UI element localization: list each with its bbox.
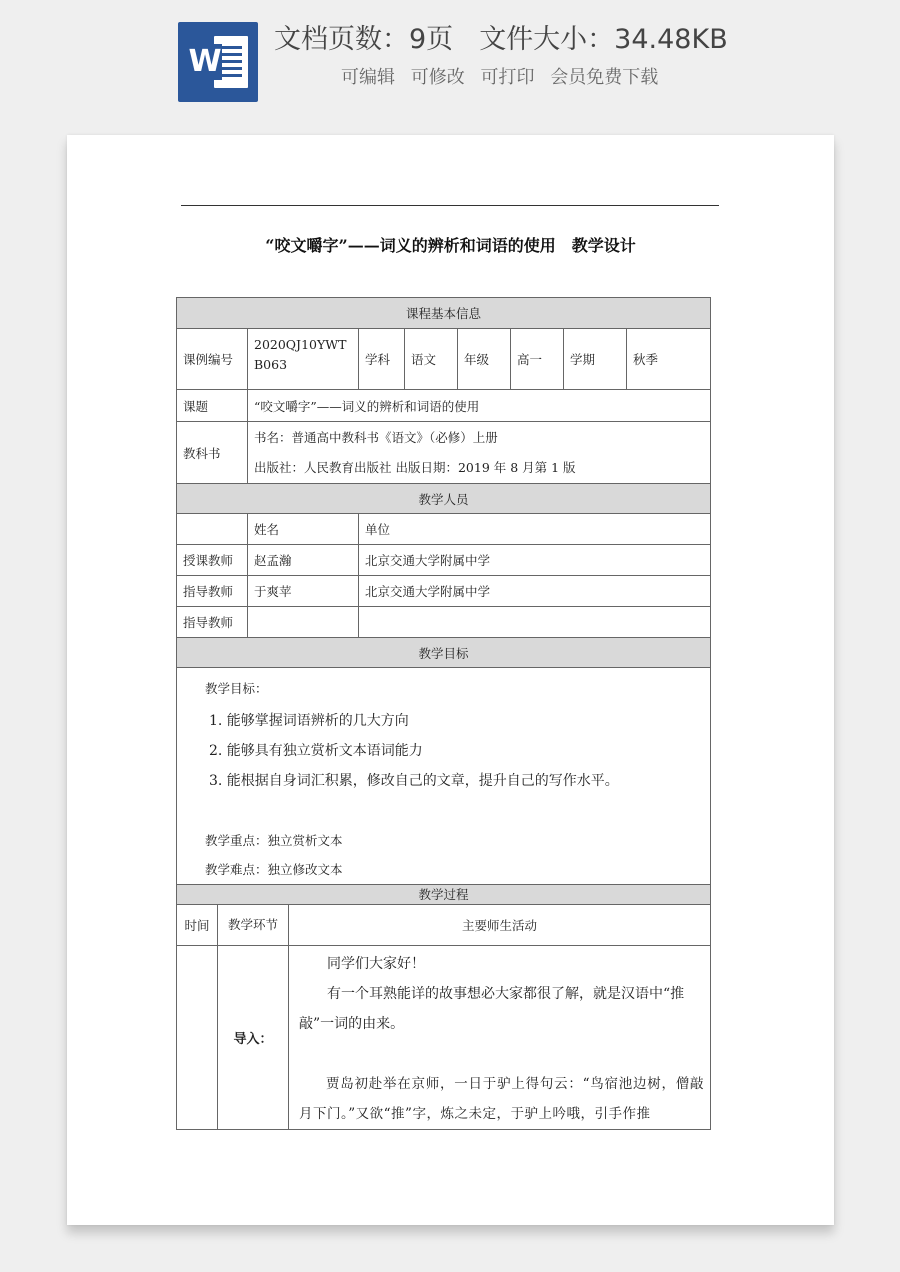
case-no-text: 2020QJ10YWTB063 <box>254 337 347 372</box>
staff-role: 授课教师 <box>177 545 248 576</box>
section-staff: 教学人员 <box>177 484 711 514</box>
subject-value: 语文 <box>405 329 458 390</box>
feature-modifiable: 可修改 <box>410 67 465 88</box>
staff-unit <box>359 607 711 638</box>
feature-list <box>341 64 668 92</box>
feature-printable: 可打印 <box>480 67 535 88</box>
time-cell <box>177 946 218 1130</box>
key-point: 教学重点：独立赏析文本 <box>205 833 343 848</box>
section-process: 教学过程 <box>177 885 711 905</box>
feature-member-download: 会员免费下载 <box>550 67 659 88</box>
staff-unit-header: 单位 <box>359 514 711 545</box>
grade-label: 年级 <box>458 329 511 390</box>
topic-value: “咬文嚼字”——词义的辨析和词语的使用 <box>248 390 711 422</box>
staff-row <box>177 576 711 607</box>
difficulty-point: 教学难点：独立修改文本 <box>205 862 343 877</box>
col-time-header: 时间 <box>177 905 218 946</box>
download-banner <box>0 0 900 128</box>
goal-item: 1. 能够掌握词语辨析的几大方向 <box>209 713 409 729</box>
stage-intro-label: 导入： <box>218 946 289 1130</box>
activity-paragraph: 有一个耳熟能详的故事想必大家都很了解，就是汉语中“推敲”一词的由来。 <box>299 986 685 1032</box>
goal-item: 3. 能根据自身词汇积累，修改自己的文章，提升自己的写作水平。 <box>209 773 619 789</box>
col-stage-header: 教学环节 <box>218 905 289 946</box>
term-value: 秋季 <box>627 329 711 390</box>
page-count: 文档页数：9页 <box>274 24 454 55</box>
goals-cell <box>177 668 711 885</box>
staff-unit: 北京交通大学附属中学 <box>359 576 711 607</box>
document-title: “咬文嚼字”——词义的辨析和词语的使用 教学设计 <box>265 236 636 255</box>
topic-label: 课题 <box>177 390 248 422</box>
staff-role: 指导教师 <box>177 607 248 638</box>
feature-editable: 可编辑 <box>341 67 395 88</box>
staff-name <box>248 607 359 638</box>
word-file-icon <box>178 22 258 102</box>
word-logo-letter: W <box>188 44 222 79</box>
staff-name: 赵孟瀚 <box>248 545 359 576</box>
case-no-label: 课例编号 <box>177 329 248 390</box>
staff-role: 指导教师 <box>177 576 248 607</box>
staff-row <box>177 607 711 638</box>
grade-value: 高一 <box>511 329 564 390</box>
publisher-info: 出版社：人民教育出版社 出版日期：2019 年 8 月第 1 版 <box>254 459 576 475</box>
lesson-plan-table <box>176 297 711 1130</box>
staff-row <box>177 545 711 576</box>
activity-paragraph: 同学们大家好！ <box>327 956 425 972</box>
term-label: 学期 <box>564 329 627 390</box>
staff-role-header <box>177 514 248 545</box>
file-meta <box>274 20 754 60</box>
staff-name-header: 姓名 <box>248 514 359 545</box>
book-name: 书名：普通高中教科书《语文》（必修）上册 <box>254 429 498 445</box>
activity-cell <box>289 946 711 1130</box>
section-goals: 教学目标 <box>177 638 711 668</box>
document-page <box>67 135 834 1225</box>
subject-label: 学科 <box>359 329 405 390</box>
goal-item: 2. 能够具有独立赏析文本语词能力 <box>209 743 423 759</box>
file-size: 文件大小：34.48KB <box>479 24 728 55</box>
staff-name: 于爽苹 <box>248 576 359 607</box>
case-no-value <box>248 329 359 390</box>
textbook-value <box>248 422 711 484</box>
goals-heading: 教学目标： <box>205 681 268 696</box>
staff-unit: 北京交通大学附属中学 <box>359 545 711 576</box>
section-basic-info: 课程基本信息 <box>177 298 711 329</box>
textbook-label: 教科书 <box>177 422 248 484</box>
col-activity-header: 主要师生活动 <box>289 905 711 946</box>
header-rule <box>181 205 719 206</box>
activity-paragraph: 贾岛初赴举在京师，一日于驴上得句云：“鸟宿池边树，僧敲月下门。”又欲“推”字，炼之未定，于驴上吟哦，引手作推 <box>299 1076 705 1122</box>
